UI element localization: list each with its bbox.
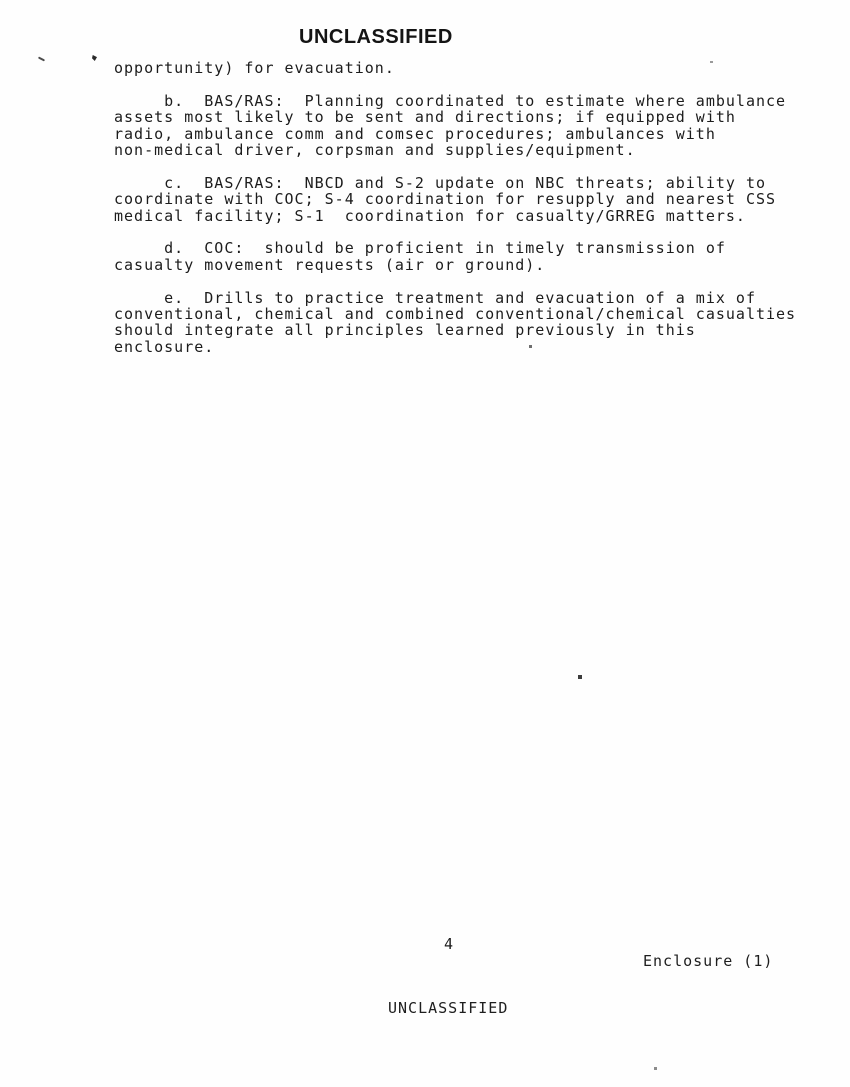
text-line	[114, 224, 814, 240]
text-line: radio, ambulance comm and comsec procedures; ambulances with	[114, 124, 716, 143]
scan-artifact-tick	[38, 56, 45, 61]
text-line: opportunity) for evacuation.	[114, 59, 395, 77]
text-line: medical facility; S-1 coordination for casualty/GRREG matters.	[114, 206, 746, 225]
text-line: should integrate all principles learned previously in this	[114, 321, 696, 340]
scan-artifact-dot	[654, 1067, 657, 1070]
scan-artifact-speck	[92, 55, 97, 61]
document-body	[114, 60, 814, 355]
text-line	[114, 76, 814, 92]
text-line: non-medical driver, corpsman and supplies/equipment.	[114, 141, 636, 160]
text-line: coordinate with COC; S-4 coordination for resupply and nearest CSS	[114, 190, 777, 209]
text-line: b. BAS/RAS: Planning coordinated to estimate where ambulance	[114, 91, 787, 110]
text-line: assets most likely to be sent and directions; if equipped with	[114, 108, 736, 127]
text-line: enclosure.	[114, 337, 215, 356]
enclosure-label: Enclosure (1)	[643, 952, 774, 970]
text-line: e. Drills to practice treatment and evacuation of a mix of	[114, 288, 756, 307]
header-classification-banner: UNCLASSIFIED	[299, 26, 453, 48]
text-line: c. BAS/RAS: NBCD and S-2 update on NBC threats; ability to	[114, 173, 766, 192]
text-line: casualty movement requests (air or ground).	[114, 255, 546, 274]
text-line	[114, 273, 814, 289]
scan-artifact-dot	[578, 675, 582, 679]
footer-classification-banner: UNCLASSIFIED	[388, 999, 509, 1017]
text-line: d. COC: should be proficient in timely transmission of	[114, 239, 726, 258]
text-line: conventional, chemical and combined conventional/chemical casualties	[114, 305, 797, 324]
text-line	[114, 158, 814, 174]
page-number: 4	[444, 935, 455, 953]
